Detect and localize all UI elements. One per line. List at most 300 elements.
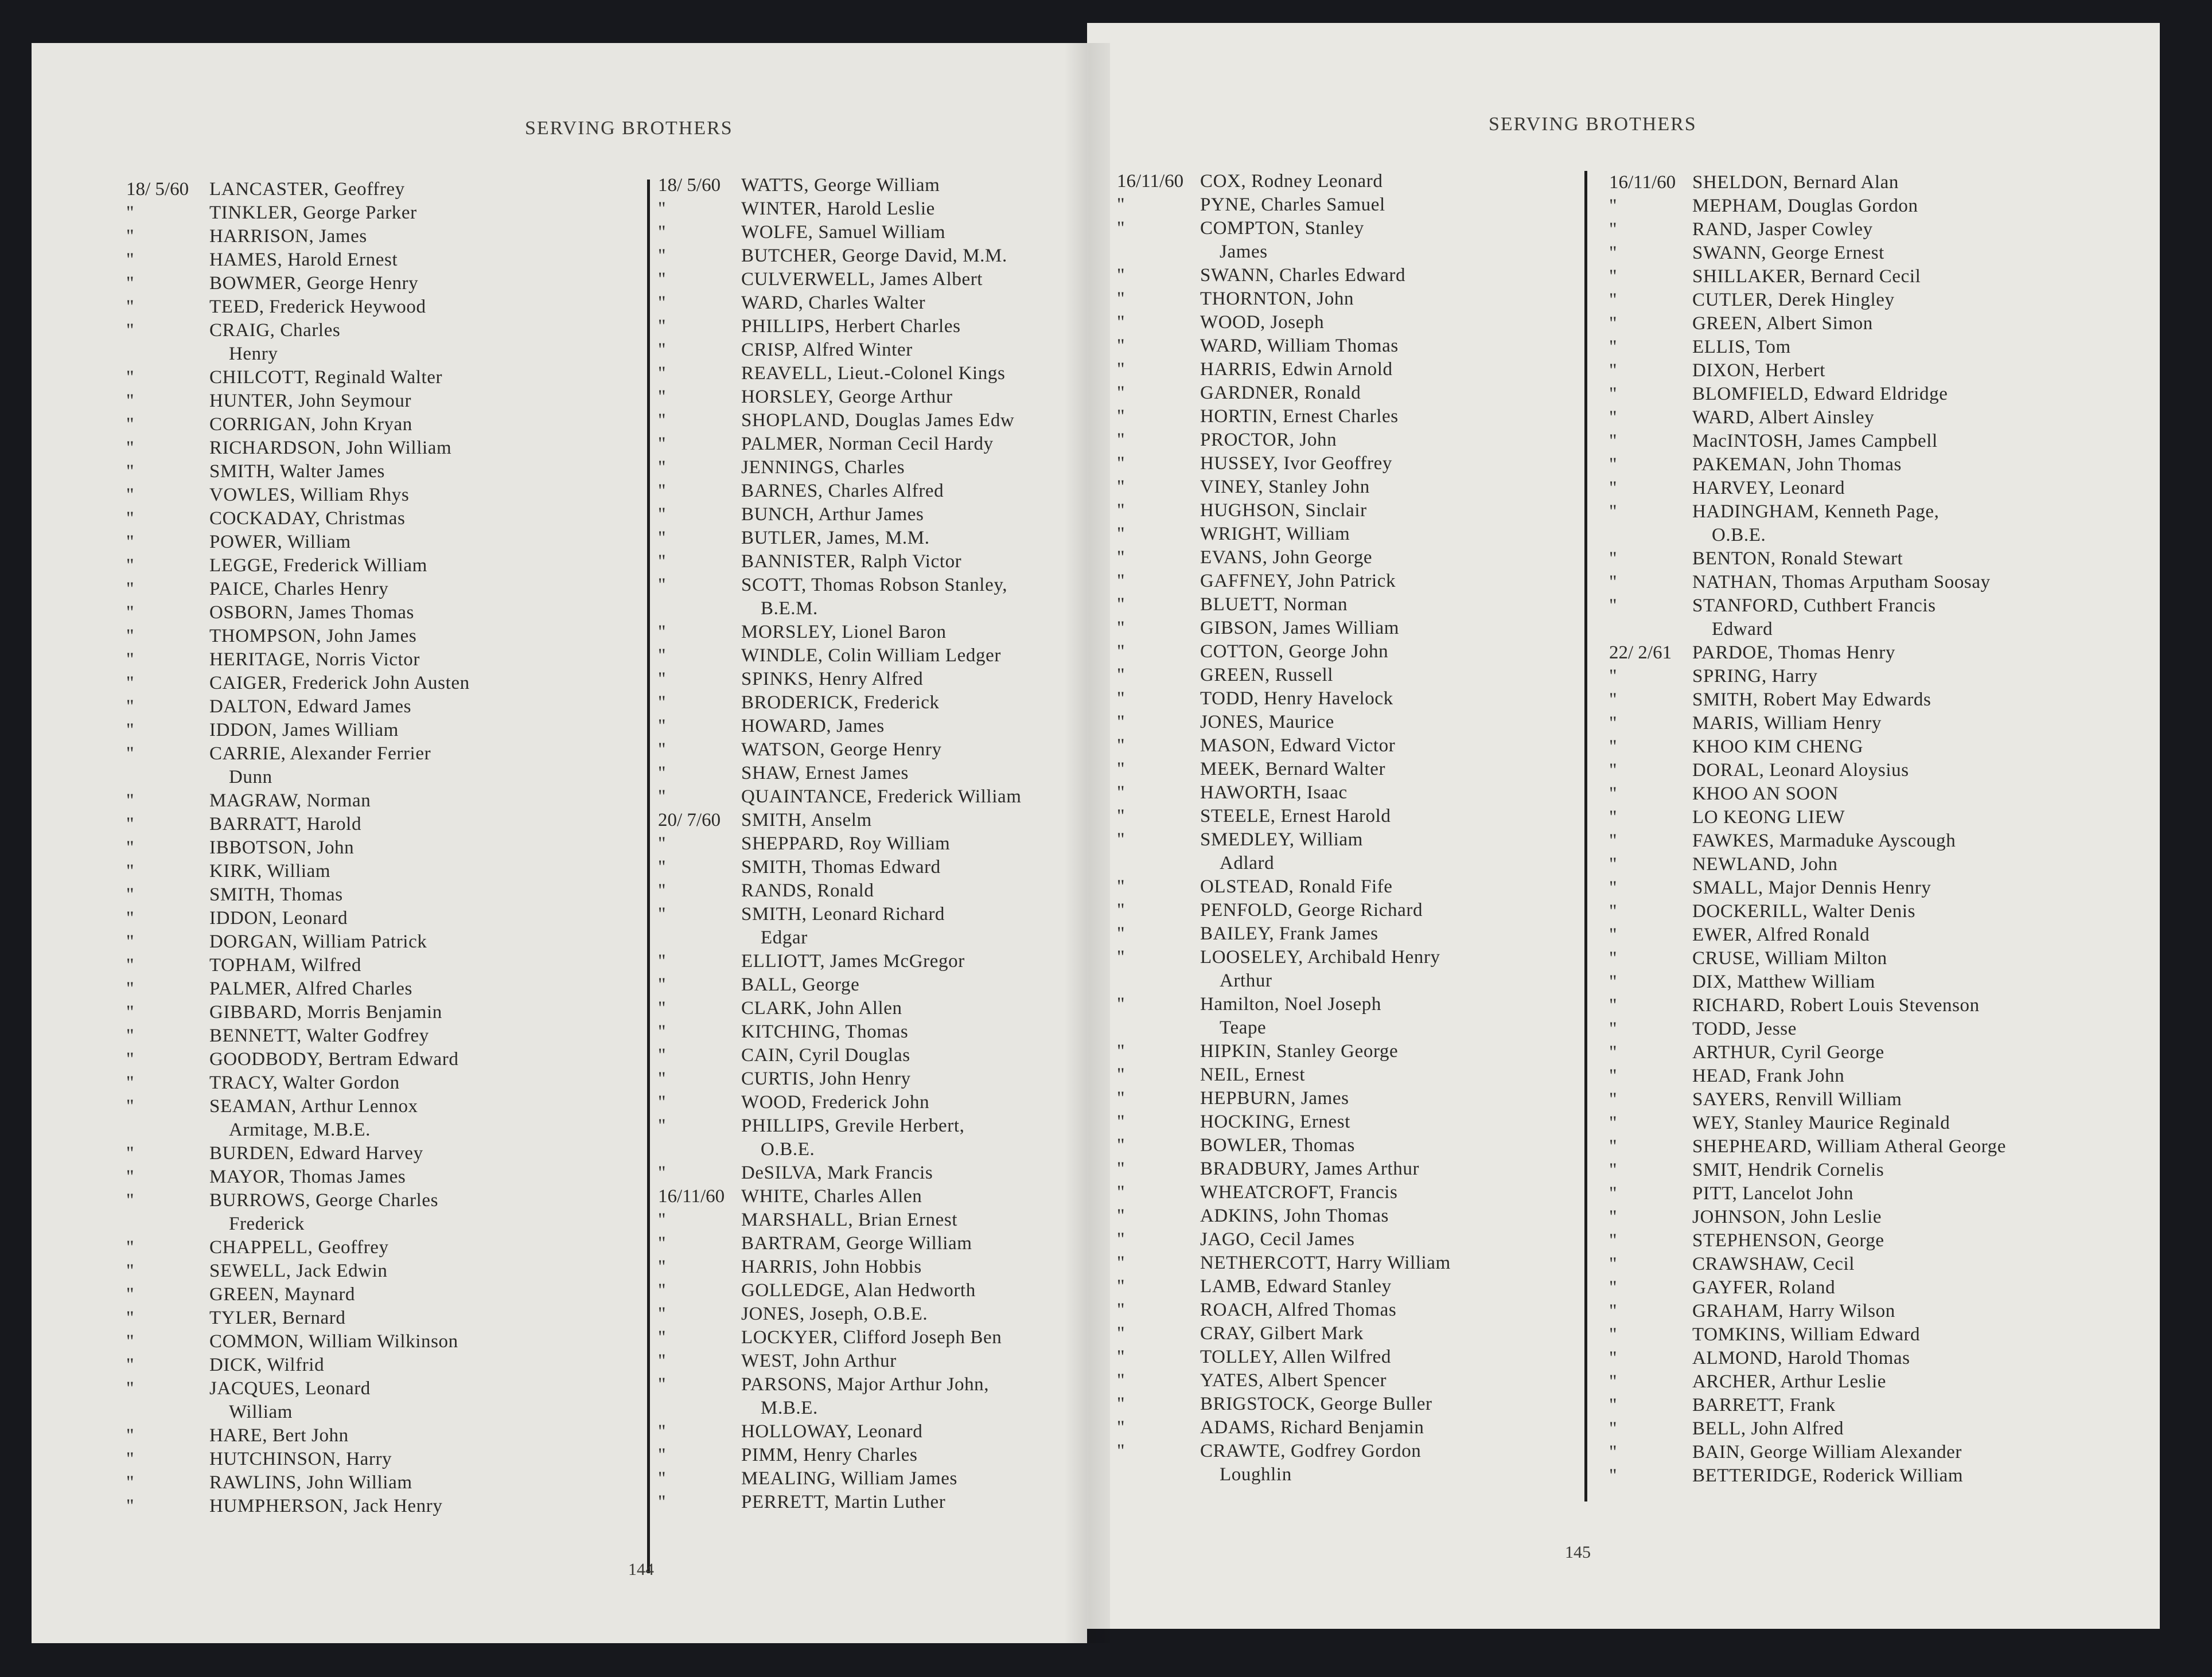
register-entry xyxy=(126,178,470,201)
register-entry xyxy=(126,342,470,366)
member-name: GRAHAM, Harry Wilson xyxy=(1692,1301,1895,1321)
initiation-date: " xyxy=(1609,360,1617,381)
initiation-date: " xyxy=(658,1351,666,1371)
initiation-date: " xyxy=(658,575,666,595)
member-name: CHAPPELL, Geoffrey xyxy=(209,1237,389,1258)
member-name: MEALING, William James xyxy=(741,1468,957,1489)
initiation-date: " xyxy=(1609,1254,1617,1274)
register-entry xyxy=(1609,430,2006,453)
initiation-date: " xyxy=(1609,266,1617,287)
initiation-date: " xyxy=(1609,337,1617,357)
register-entry xyxy=(1609,1159,2006,1182)
initiation-date: " xyxy=(126,1331,134,1352)
member-name: ELLIOTT, James McGregor xyxy=(741,951,965,972)
register-entry xyxy=(1609,1206,2006,1229)
initiation-date: " xyxy=(658,998,666,1019)
initiation-date: " xyxy=(1117,1394,1125,1414)
initiation-date xyxy=(126,1118,209,1142)
member-name: HUNTER, John Seymour xyxy=(209,391,412,411)
register-entry xyxy=(658,574,1021,597)
initiation-date: " xyxy=(126,249,134,270)
register-entry xyxy=(1609,406,2006,430)
register-entry xyxy=(658,997,1021,1020)
register-entry xyxy=(126,648,470,672)
member-name: BENNETT, Walter Godfrey xyxy=(209,1025,429,1046)
register-entry xyxy=(126,977,470,1001)
member-name: LEGGE, Frederick William xyxy=(209,555,427,576)
initiation-date xyxy=(126,766,209,789)
initiation-date: " xyxy=(126,673,134,693)
initiation-date: " xyxy=(658,1068,666,1089)
register-entry xyxy=(658,1467,1021,1491)
initiation-date: " xyxy=(1117,900,1125,921)
register-entry xyxy=(658,550,1021,574)
initiation-date: " xyxy=(126,978,134,999)
initiation-date: 18/ 5/60 xyxy=(658,175,721,196)
register-entry xyxy=(1609,1229,2006,1253)
register-entry xyxy=(658,174,1021,197)
register-entry xyxy=(1117,758,1451,781)
member-name: SHELDON, Bernard Alan xyxy=(1692,172,1899,193)
member-name: CARRIE, Alexander Ferrier xyxy=(209,743,431,764)
member-name: BURROWS, George Charles xyxy=(209,1190,439,1211)
initiation-date: " xyxy=(1117,1347,1125,1367)
member-name: MORSLEY, Lionel Baron xyxy=(741,622,947,642)
initiation-date: " xyxy=(126,696,134,717)
register-entry xyxy=(126,836,470,860)
register-entry xyxy=(126,1142,470,1165)
initiation-date xyxy=(1609,618,1692,641)
initiation-date: " xyxy=(126,391,134,411)
register-entry xyxy=(658,385,1021,409)
initiation-date: 18/ 5/60 xyxy=(126,179,189,200)
initiation-date: " xyxy=(1609,760,1617,781)
register-entry xyxy=(658,856,1021,879)
member-name: PHILLIPS, Herbert Charles xyxy=(741,316,961,337)
initiation-date: " xyxy=(1117,782,1125,803)
member-name: DALTON, Edward James xyxy=(209,696,412,717)
initiation-date xyxy=(1117,969,1200,993)
member-name: SHAW, Ernest James xyxy=(741,763,909,783)
member-name: BRODERICK, Frederick xyxy=(741,692,940,713)
member-name: GOLLEDGE, Alan Hedworth xyxy=(741,1280,976,1301)
register-entry xyxy=(126,436,470,460)
column-rule xyxy=(1584,171,1587,1502)
register-entry xyxy=(126,930,470,954)
member-name: RICHARDSON, John William xyxy=(209,438,452,458)
initiation-date: " xyxy=(1117,641,1125,662)
initiation-date: " xyxy=(1609,313,1617,334)
register-entry xyxy=(1609,1323,2006,1347)
member-name: LO KEONG LIEW xyxy=(1692,807,1845,828)
initiation-date: " xyxy=(1117,618,1125,638)
register-entry xyxy=(126,860,470,883)
register-entry xyxy=(126,295,470,319)
initiation-date: " xyxy=(1117,1441,1125,1461)
initiation-date: " xyxy=(1609,572,1617,592)
register-entry xyxy=(1609,641,2006,665)
initiation-date: " xyxy=(658,363,666,384)
member-name: BOWMER, George Henry xyxy=(209,273,419,294)
member-name: ALMOND, Harold Thomas xyxy=(1692,1348,1910,1368)
member-name: YATES, Albert Spencer xyxy=(1200,1370,1387,1391)
initiation-date: " xyxy=(126,1025,134,1046)
initiation-date: " xyxy=(1609,877,1617,898)
initiation-date: " xyxy=(658,669,666,689)
register-entry xyxy=(1117,969,1451,993)
register-entry xyxy=(126,766,470,789)
register-entry xyxy=(1609,594,2006,618)
initiation-date: " xyxy=(126,1002,134,1023)
book-gutter xyxy=(1064,43,1110,1643)
member-name: WEST, John Arthur xyxy=(741,1351,897,1371)
member-name: SMITH, Walter James xyxy=(209,461,385,482)
initiation-date: " xyxy=(126,1449,134,1469)
member-name: WEY, Stanley Maurice Reginald xyxy=(1692,1113,1950,1133)
register-entry xyxy=(1117,781,1451,805)
initiation-date: " xyxy=(1609,689,1617,710)
register-entry xyxy=(658,809,1021,832)
register-entry xyxy=(1117,1204,1451,1228)
register-entry xyxy=(1609,571,2006,594)
initiation-date: " xyxy=(658,716,666,736)
initiation-date: " xyxy=(1609,736,1617,757)
member-name: SEWELL, Jack Edwin xyxy=(209,1261,388,1281)
member-name: WARD, Charles Walter xyxy=(741,292,926,313)
member-name: ELLIS, Tom xyxy=(1692,337,1791,357)
register-entry xyxy=(658,1491,1021,1514)
initiation-date: " xyxy=(658,316,666,337)
initiation-date: " xyxy=(658,763,666,783)
initiation-date: " xyxy=(1609,1395,1617,1415)
initiation-date: " xyxy=(126,320,134,341)
register-entry xyxy=(1117,1416,1451,1440)
initiation-date: " xyxy=(658,1092,666,1113)
register-entry xyxy=(126,531,470,554)
member-name: COMPTON, Stanley xyxy=(1200,218,1364,239)
member-name: BOWLER, Thomas xyxy=(1200,1135,1355,1156)
initiation-date: " xyxy=(1609,948,1617,969)
register-entry xyxy=(1609,1464,2006,1488)
register-entry xyxy=(126,789,470,813)
initiation-date: " xyxy=(1117,1135,1125,1156)
initiation-date: " xyxy=(1117,218,1125,239)
member-name: CRUSE, William Milton xyxy=(1692,948,1887,969)
member-name-continuation: Teape xyxy=(1220,1017,1267,1038)
initiation-date: " xyxy=(658,292,666,313)
register-entry xyxy=(658,315,1021,338)
member-name: PHILLIPS, Grevile Herbert, xyxy=(741,1116,965,1136)
register-entry xyxy=(1117,734,1451,758)
register-entry xyxy=(658,762,1021,785)
initiation-date: " xyxy=(1117,594,1125,615)
register-entry xyxy=(1609,288,2006,312)
initiation-date: " xyxy=(1117,1182,1125,1203)
member-name: IBBOTSON, John xyxy=(209,837,355,858)
register-entry xyxy=(658,1326,1021,1350)
register-entry xyxy=(1609,241,2006,265)
register-entry xyxy=(1609,1182,2006,1206)
initiation-date: " xyxy=(1609,407,1617,428)
member-name: REAVELL, Lieut.-Colonel Kings xyxy=(741,363,1006,384)
initiation-date: " xyxy=(126,931,134,952)
initiation-date xyxy=(126,342,209,366)
column-rule xyxy=(647,180,650,1573)
initiation-date: " xyxy=(1609,925,1617,945)
member-name: SHEPHEARD, William Atheral George xyxy=(1692,1136,2007,1157)
member-name-continuation: Edgar xyxy=(761,927,808,948)
initiation-date: " xyxy=(658,1116,666,1136)
initiation-date: " xyxy=(1609,501,1617,522)
member-name: GIBSON, James William xyxy=(1200,618,1400,638)
register-entry xyxy=(1117,193,1451,217)
initiation-date: " xyxy=(658,528,666,548)
initiation-date: " xyxy=(126,532,134,552)
register-entry xyxy=(658,1420,1021,1444)
member-name: DeSILVA, Mark Francis xyxy=(741,1163,933,1183)
initiation-date: " xyxy=(1117,1276,1125,1297)
initiation-date: " xyxy=(1117,1206,1125,1226)
register-entry xyxy=(1609,970,2006,994)
member-name: SWANN, Charles Edward xyxy=(1200,265,1406,286)
initiation-date: " xyxy=(1609,830,1617,851)
member-name: TOPHAM, Wilfred xyxy=(209,955,361,976)
register-entry xyxy=(126,1071,470,1095)
initiation-date: " xyxy=(126,1308,134,1328)
initiation-date: 16/11/60 xyxy=(1609,172,1676,193)
member-name: WOOD, Frederick John xyxy=(741,1092,930,1113)
initiation-date: " xyxy=(1609,384,1617,404)
initiation-date: " xyxy=(658,857,666,877)
member-name: HUGHSON, Sinclair xyxy=(1200,500,1367,521)
member-name: PERRETT, Martin Luther xyxy=(741,1492,946,1512)
register-entry xyxy=(1117,452,1451,475)
register-entry xyxy=(1609,759,2006,782)
register-entry xyxy=(1609,735,2006,759)
member-name: CURTIS, John Henry xyxy=(741,1068,911,1089)
member-name: JONES, Joseph, O.B.E. xyxy=(741,1304,928,1324)
member-name: COMMON, William Wilkinson xyxy=(209,1331,458,1352)
member-name: PROCTOR, John xyxy=(1200,430,1337,450)
member-name: SHILLAKER, Bernard Cecil xyxy=(1692,266,1921,287)
register-entry xyxy=(1117,287,1451,311)
member-name: HARE, Bert John xyxy=(209,1425,349,1446)
initiation-date: " xyxy=(658,504,666,525)
member-name: FAWKES, Marmaduke Ayscough xyxy=(1692,830,1956,851)
initiation-date: " xyxy=(658,974,666,995)
register-entry xyxy=(126,483,470,507)
initiation-date: " xyxy=(126,508,134,529)
register-entry xyxy=(1609,923,2006,947)
register-entry xyxy=(126,954,470,977)
initiation-date: " xyxy=(1117,500,1125,521)
member-name: CRAWTE, Godfrey Gordon xyxy=(1200,1441,1422,1461)
initiation-date: " xyxy=(1117,688,1125,709)
register-entry xyxy=(126,907,470,930)
initiation-date: " xyxy=(658,1468,666,1489)
register-entry xyxy=(126,1330,470,1354)
register-entry xyxy=(1609,1253,2006,1276)
member-name: CAIGER, Frederick John Austen xyxy=(209,673,470,693)
initiation-date: " xyxy=(126,1143,134,1164)
member-name: BARRETT, Frank xyxy=(1692,1395,1836,1415)
initiation-date: 22/ 2/61 xyxy=(1609,642,1672,663)
register-entry xyxy=(658,879,1021,903)
member-name: BLOMFIELD, Edward Eldridge xyxy=(1692,384,1948,404)
register-entry xyxy=(1117,852,1451,875)
register-entry xyxy=(658,291,1021,315)
initiation-date: " xyxy=(658,692,666,713)
register-entry xyxy=(1117,334,1451,358)
register-entry xyxy=(658,1208,1021,1232)
initiation-date: " xyxy=(1609,995,1617,1016)
member-name: IDDON, James William xyxy=(209,720,399,740)
member-name: MAGRAW, Norman xyxy=(209,790,371,811)
register-entry xyxy=(658,526,1021,550)
register-entry xyxy=(1609,688,2006,712)
register-entry xyxy=(658,973,1021,997)
member-name: GOODBODY, Bertram Edward xyxy=(209,1049,459,1070)
initiation-date: " xyxy=(1609,1418,1617,1439)
member-name: HOLLOWAY, Leonard xyxy=(741,1421,923,1442)
initiation-date: " xyxy=(1117,359,1125,380)
initiation-date: " xyxy=(658,222,666,243)
initiation-date: " xyxy=(1609,854,1617,875)
initiation-date: " xyxy=(1609,666,1617,687)
initiation-date: " xyxy=(1117,1112,1125,1132)
initiation-date: " xyxy=(658,1233,666,1254)
initiation-date: " xyxy=(1117,1064,1125,1085)
member-name: RAWLINS, John William xyxy=(209,1472,412,1493)
register-entry xyxy=(1609,876,2006,900)
initiation-date: " xyxy=(1117,665,1125,685)
register-entry xyxy=(126,248,470,272)
register-entry xyxy=(126,201,470,225)
member-name: GREEN, Maynard xyxy=(209,1284,356,1305)
register-entry xyxy=(1117,1322,1451,1346)
register-entry xyxy=(1117,475,1451,499)
register-entry xyxy=(1117,311,1451,334)
member-name: POWER, William xyxy=(209,532,351,552)
initiation-date: " xyxy=(658,786,666,807)
initiation-date: " xyxy=(1609,1442,1617,1462)
register-entry xyxy=(1609,1370,2006,1394)
member-name: MASON, Edward Victor xyxy=(1200,735,1396,756)
initiation-date: " xyxy=(126,226,134,247)
register-entry xyxy=(658,926,1021,950)
member-name: CAIN, Cyril Douglas xyxy=(741,1045,910,1066)
register-entry xyxy=(658,903,1021,926)
member-name: SEAMAN, Arthur Lennox xyxy=(209,1096,418,1117)
member-name: MacINTOSH, James Campbell xyxy=(1692,431,1938,451)
initiation-date: " xyxy=(126,908,134,929)
initiation-date xyxy=(1117,1016,1200,1040)
register-entry xyxy=(126,1306,470,1330)
member-name: OLSTEAD, Ronald Fife xyxy=(1200,876,1393,897)
initiation-date xyxy=(658,926,741,950)
register-entry xyxy=(126,1095,470,1118)
member-name: BALL, George xyxy=(741,974,860,995)
initiation-date: " xyxy=(1117,430,1125,450)
register-entry xyxy=(1117,617,1451,640)
initiation-date: " xyxy=(658,1021,666,1042)
initiation-date: " xyxy=(1117,194,1125,215)
initiation-date: " xyxy=(658,1280,666,1301)
member-name: BAILEY, Frank James xyxy=(1200,923,1378,944)
register-entry xyxy=(1609,900,2006,923)
member-name: HUSSEY, Ivor Geoffrey xyxy=(1200,453,1392,474)
register-entry xyxy=(658,597,1021,621)
initiation-date: " xyxy=(126,1355,134,1375)
initiation-date: " xyxy=(1117,265,1125,286)
initiation-date: " xyxy=(126,1261,134,1281)
register-entry xyxy=(1609,1347,2006,1370)
register-entry xyxy=(1117,522,1451,546)
initiation-date: " xyxy=(1609,1348,1617,1368)
initiation-date: " xyxy=(1609,595,1617,616)
register-entry xyxy=(658,1397,1021,1420)
initiation-date: " xyxy=(1117,806,1125,826)
initiation-date: " xyxy=(1609,219,1617,240)
register-entry xyxy=(126,1048,470,1071)
initiation-date: " xyxy=(1117,994,1125,1015)
initiation-date: " xyxy=(658,410,666,431)
initiation-date: " xyxy=(1117,876,1125,897)
member-name: HEAD, Frank John xyxy=(1692,1066,1845,1086)
register-entry xyxy=(126,719,470,742)
initiation-date: " xyxy=(126,861,134,882)
member-name-continuation: Loughlin xyxy=(1220,1464,1292,1485)
member-name: WOLFE, Samuel William xyxy=(741,222,946,243)
member-name: WATTS, George William xyxy=(741,175,940,196)
register-entry xyxy=(126,672,470,695)
register-column xyxy=(1609,171,2006,1488)
register-entry xyxy=(126,742,470,766)
register-entry xyxy=(126,389,470,413)
member-name: RICHARD, Robert Louis Stevenson xyxy=(1692,995,1980,1016)
register-entry xyxy=(126,1354,470,1377)
initiation-date: " xyxy=(126,485,134,505)
initiation-date: " xyxy=(1609,807,1617,828)
member-name: GARDNER, Ronald xyxy=(1200,383,1361,403)
register-entry xyxy=(126,460,470,483)
initiation-date: " xyxy=(126,649,134,670)
register-entry xyxy=(658,785,1021,809)
initiation-date: " xyxy=(658,434,666,454)
member-name: BARTRAM, George William xyxy=(741,1233,972,1254)
register-entry xyxy=(1609,547,2006,571)
register-entry xyxy=(1117,1181,1451,1204)
initiation-date: " xyxy=(126,273,134,294)
register-entry xyxy=(126,601,470,625)
initiation-date: " xyxy=(1117,336,1125,356)
register-entry xyxy=(1117,875,1451,899)
initiation-date: " xyxy=(126,461,134,482)
initiation-date: " xyxy=(126,1167,134,1187)
register-entry xyxy=(126,1377,470,1401)
member-name: WARD, William Thomas xyxy=(1200,336,1399,356)
register-entry xyxy=(658,1255,1021,1279)
register-entry xyxy=(126,1448,470,1471)
register-entry xyxy=(1117,170,1451,193)
initiation-date xyxy=(1609,524,1692,547)
register-entry xyxy=(1117,217,1451,240)
register-entry xyxy=(658,1279,1021,1302)
member-name-continuation: Henry xyxy=(229,344,278,364)
initiation-date: " xyxy=(1117,923,1125,944)
register-entry xyxy=(1117,1228,1451,1251)
register-entry xyxy=(1609,1135,2006,1159)
